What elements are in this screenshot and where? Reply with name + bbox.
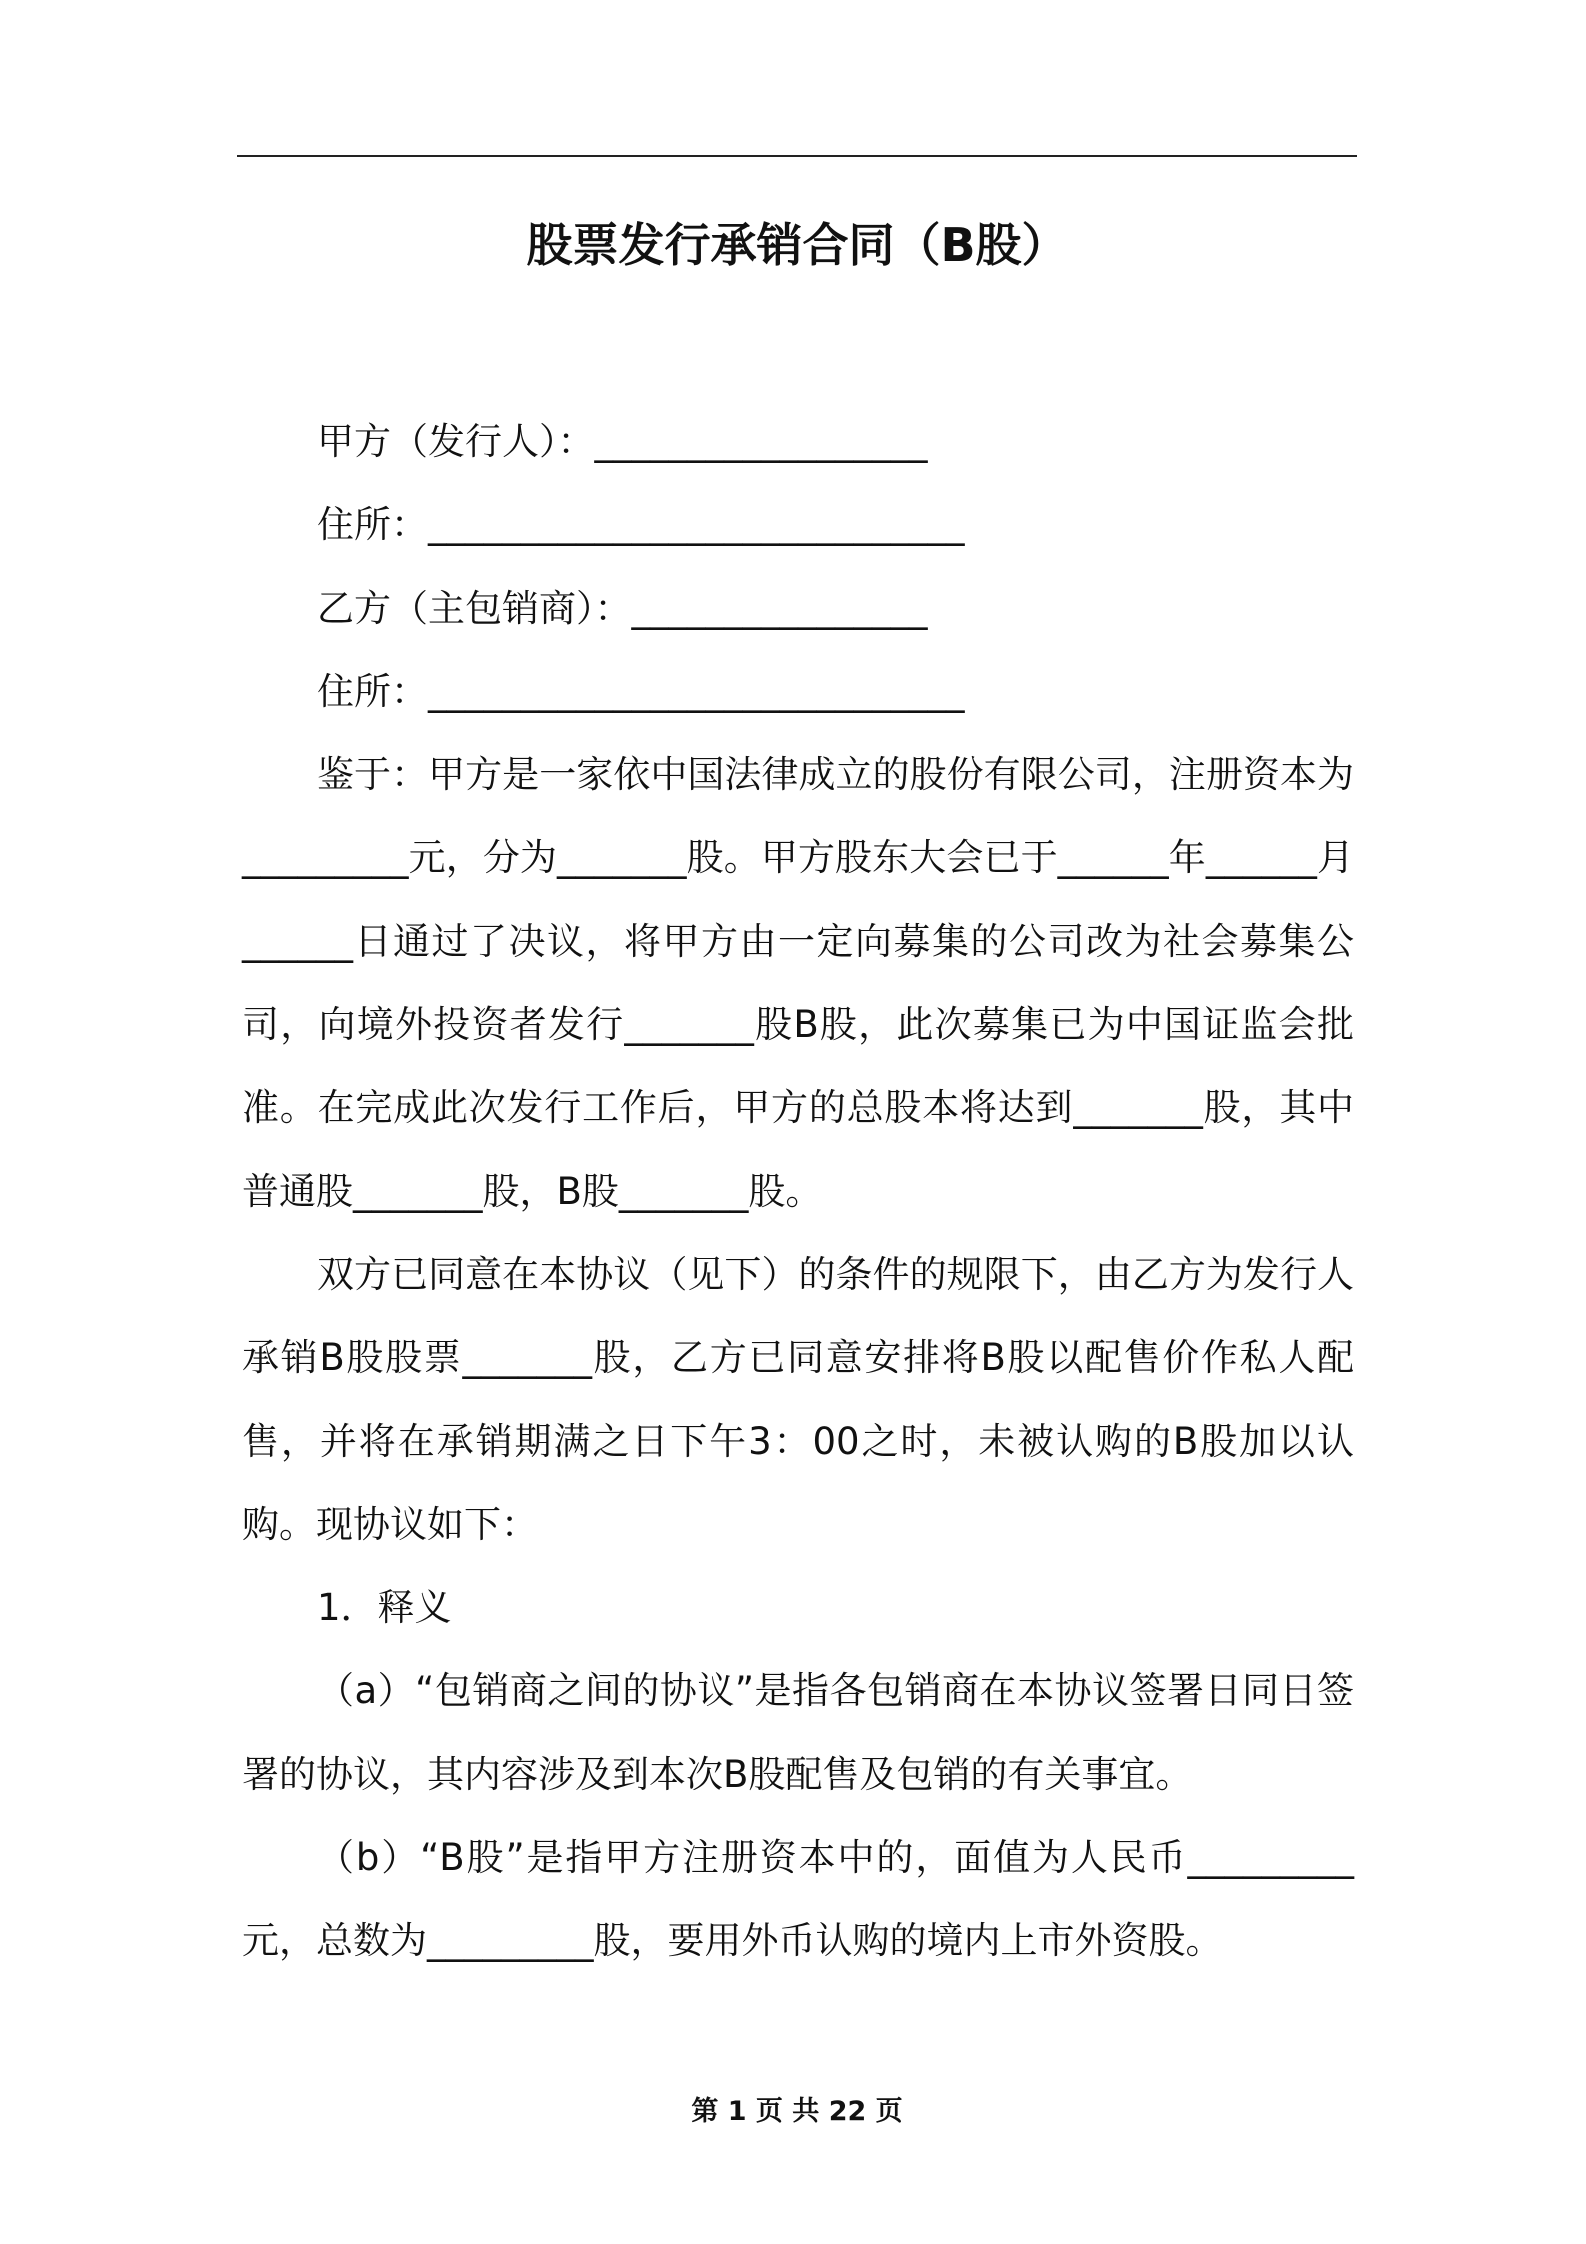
page-number-footer: 第 1 页 共 22 页 bbox=[691, 2096, 903, 2127]
document-title: 股票发行承销合同（B股） bbox=[526, 218, 1068, 272]
party-b-line: 乙方（主包销商）：________________ bbox=[317, 586, 928, 630]
definition-b-paragraph: （b）“B股”是指甲方注册资本中的，面值为人民币_________元，总数为_________股，要用外币认购的境内上市外资股。 bbox=[242, 1836, 1354, 1963]
recital-paragraph: 鉴于：甲方是一家依中国法律成立的股份有限公司，注册资本为_________元，分为_______股。甲方股东大会已于______年______月______日通过了决议，将甲方由一定向募集的公司改为社会募集公司，向境外投资者发行_______股B股，此次募集已为中国证监会批准。在完成此次发行工作后，甲方的总股本将达到_______股，其中普通股_______股，B股_______股。 bbox=[242, 753, 1354, 1213]
document-body bbox=[242, 400, 1354, 1983]
party-a-address-line: 住所：_____________________________ bbox=[317, 503, 965, 547]
party-b-address-line: 住所：_____________________________ bbox=[317, 669, 965, 713]
definition-a-paragraph: （a）“包销商之间的协议”是指各包销商在本协议签署日同日签署的协议，其内容涉及到本次B股配售及包销的有关事宜。 bbox=[242, 1669, 1354, 1796]
agreement-paragraph: 双方已同意在本协议（见下）的条件的规限下，由乙方为发行人承销B股股票_______股，乙方已同意安排将B股以配售价作私人配售，并将在承销期满之日下午3：00之时，未被认购的B股加以认购。现协议如下： bbox=[242, 1252, 1354, 1546]
section-heading-definitions: 1．释义 bbox=[317, 1586, 452, 1630]
party-a-line: 甲方（发行人）：__________________ bbox=[317, 420, 928, 463]
header-rule bbox=[237, 155, 1357, 157]
